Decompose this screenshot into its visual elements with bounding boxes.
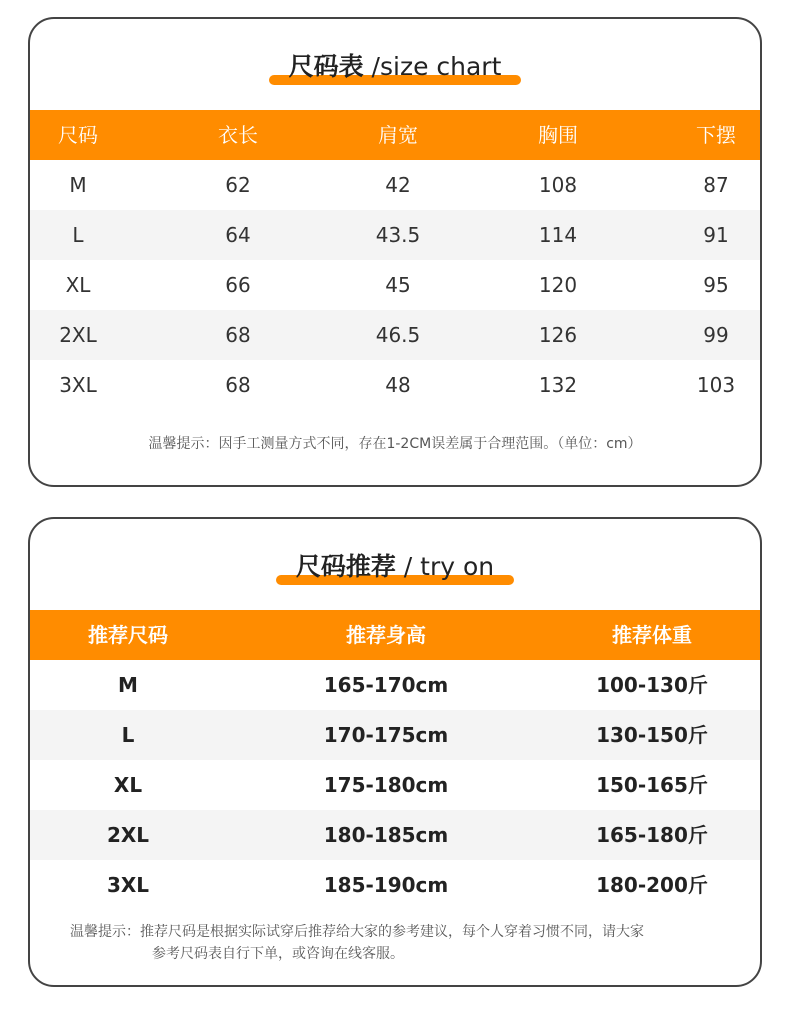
cell-hem: 103	[696, 373, 736, 397]
cell-weight: 150-165斤	[596, 773, 708, 797]
table-row	[30, 710, 760, 760]
table-row	[30, 210, 760, 260]
cell-size: 3XL	[59, 373, 97, 397]
table-row	[30, 310, 760, 360]
table-row	[30, 660, 760, 710]
cell-shoulder: 48	[385, 373, 411, 397]
size-chart-card	[28, 17, 762, 487]
cell-size: XL	[65, 273, 91, 297]
cell-shoulder: 42	[385, 173, 411, 197]
size-chart-header-row	[30, 110, 760, 160]
cell-height: 185-190cm	[323, 873, 449, 897]
cell-size: XL	[113, 773, 143, 797]
cell-height: 165-170cm	[323, 673, 449, 697]
table-row	[30, 160, 760, 210]
cell-length: 62	[225, 173, 251, 197]
cell-shoulder: 46.5	[375, 323, 421, 347]
cell-chest: 114	[538, 223, 578, 247]
header-length: 衣长	[218, 123, 258, 147]
cell-chest: 132	[538, 373, 578, 397]
header-recommended-size: 推荐尺码	[88, 623, 168, 647]
size-chart-note: 温馨提示：因手工测量方式不同，存在1-2CM误差属于合理范围。（单位：cm）	[148, 436, 642, 452]
cell-hem: 99	[703, 323, 729, 347]
table-row	[30, 360, 760, 410]
header-recommended-weight: 推荐体重	[612, 623, 692, 647]
cell-weight: 180-200斤	[596, 873, 708, 897]
cell-height: 170-175cm	[323, 723, 449, 747]
cell-chest: 108	[538, 173, 578, 197]
cell-shoulder: 45	[385, 273, 411, 297]
cell-weight: 165-180斤	[596, 823, 708, 847]
cell-hem: 87	[703, 173, 729, 197]
size-chart-title-cn: 尺码表	[288, 52, 364, 81]
cell-size: M	[69, 173, 87, 197]
cell-length: 68	[225, 323, 251, 347]
try-on-note-line2: 参考尺码表自行下单，或咨询在线客服。	[152, 946, 404, 962]
header-recommended-height: 推荐身高	[346, 623, 426, 647]
try-on-card	[28, 517, 762, 987]
cell-size: L	[72, 223, 84, 247]
try-on-header-row	[30, 610, 760, 660]
cell-size: 2XL	[106, 823, 150, 847]
cell-weight: 100-130斤	[596, 673, 708, 697]
cell-shoulder: 43.5	[375, 223, 421, 247]
cell-length: 66	[225, 273, 251, 297]
try-on-title	[30, 547, 760, 587]
cell-size: 2XL	[59, 323, 97, 347]
cell-length: 68	[225, 373, 251, 397]
cell-height: 175-180cm	[323, 773, 449, 797]
cell-length: 64	[225, 223, 251, 247]
header-hem: 下摆	[696, 123, 736, 147]
cell-size: 3XL	[106, 873, 150, 897]
table-row	[30, 810, 760, 860]
header-shoulder: 肩宽	[378, 123, 418, 147]
cell-chest: 126	[538, 323, 578, 347]
header-chest: 胸围	[538, 123, 578, 147]
cell-chest: 120	[538, 273, 578, 297]
cell-size: M	[118, 673, 138, 697]
try-on-note-line1: 温馨提示：推荐尺码是根据实际试穿后推荐给大家的参考建议，每个人穿着习惯不同，请大家	[70, 924, 644, 940]
table-row	[30, 760, 760, 810]
table-row	[30, 260, 760, 310]
try-on-title-en: / try on	[395, 552, 495, 581]
size-chart-title	[30, 47, 760, 87]
cell-hem: 91	[703, 223, 729, 247]
header-size: 尺码	[58, 123, 98, 147]
size-chart-title-en: /size chart	[363, 52, 502, 81]
cell-weight: 130-150斤	[596, 723, 708, 747]
table-row	[30, 860, 760, 910]
cell-height: 180-185cm	[323, 823, 449, 847]
try-on-title-cn: 尺码推荐	[295, 552, 396, 581]
cell-hem: 95	[703, 273, 729, 297]
cell-size: L	[121, 723, 135, 747]
